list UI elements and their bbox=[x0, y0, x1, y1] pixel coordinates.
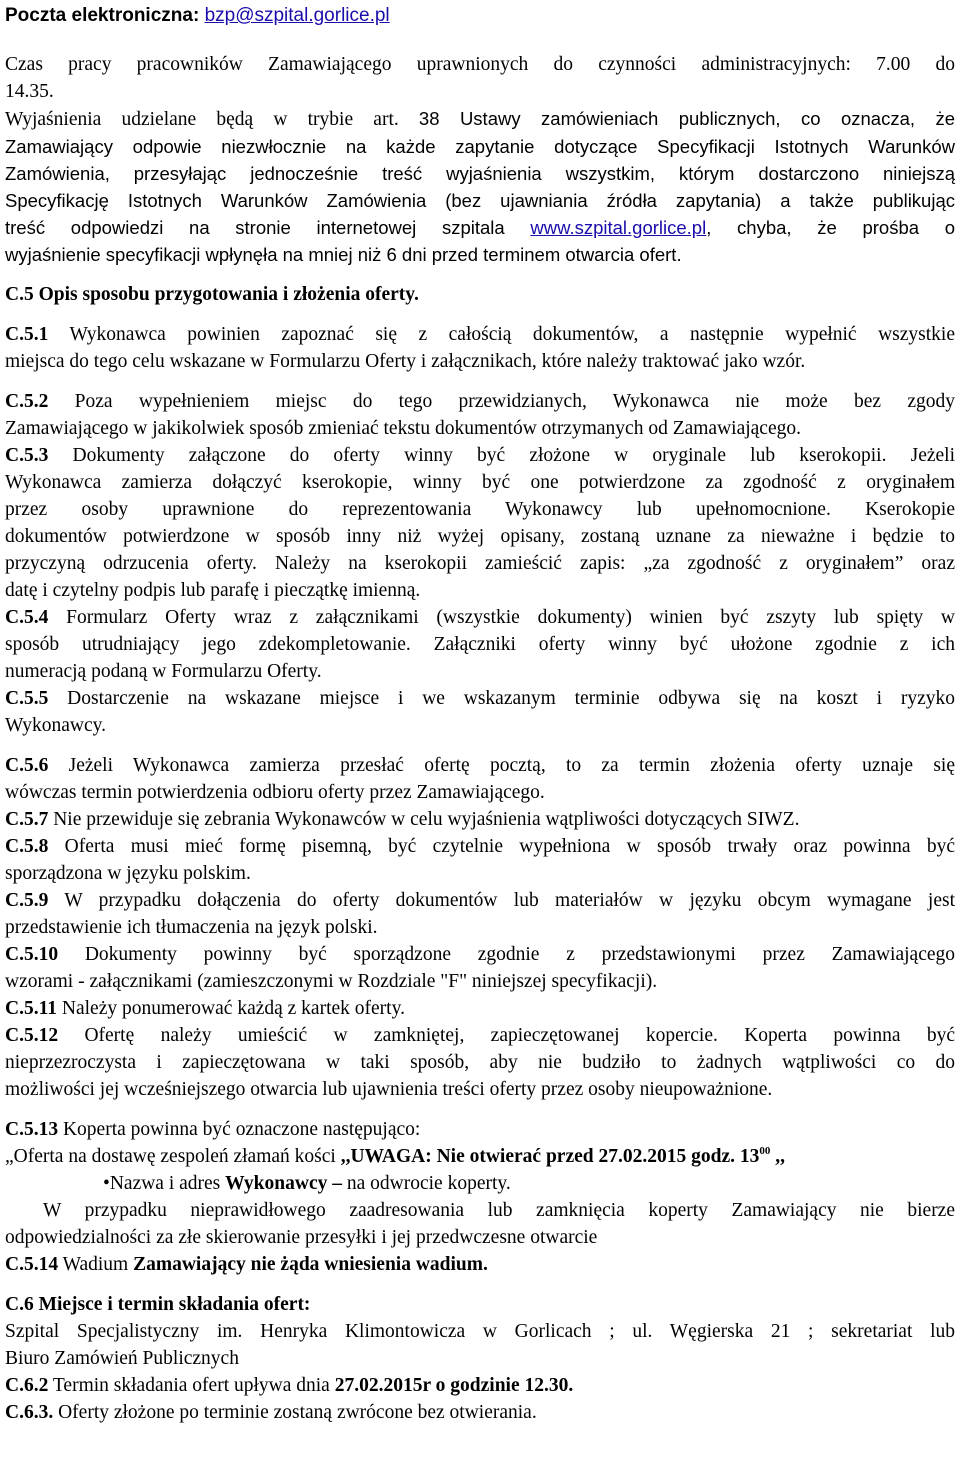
c59-line-1 bbox=[5, 887, 955, 914]
clarif-line-3: Zamówienia, przesyłając jednocześnie treść wyjaśnienia wszystkim, którym dostarczono niniejszą bbox=[5, 163, 955, 184]
bullet-icon: • bbox=[103, 1173, 110, 1194]
email-line bbox=[5, 2, 955, 29]
c55-text: Dostarczenie na wskazane miejsce i we wskazanym terminie odbywa się na koszt i ryzyko bbox=[67, 688, 956, 709]
c54-text: Formularz Oferty wraz z załącznikami (wszystkie dokumenty) winien być zszyty lub spięty w bbox=[66, 607, 955, 628]
email-label: Poczta elektroniczna: bbox=[5, 5, 200, 26]
c513-text: Koperta powinna być oznaczone następująco: bbox=[62, 1119, 421, 1140]
c63-text: Oferty złożone po terminie zostaną zwrócone bez otwierania. bbox=[58, 1402, 537, 1423]
c514-text: Zamawiający nie żąda wniesienia wadium. bbox=[133, 1254, 488, 1275]
c57-line-1 bbox=[5, 806, 955, 833]
document-page bbox=[5, 0, 955, 1426]
c54-line-1 bbox=[5, 604, 955, 631]
hours-start: 7.00 do bbox=[876, 54, 955, 75]
c510-text: Dokumenty powinny być sporządzone zgodnie z przedstawionymi przez Zamawiającego bbox=[84, 944, 956, 965]
clarif-text-c: treść odpowiedzi na stronie internetowej szpitala bbox=[5, 217, 505, 238]
c514-number: C.5.14 bbox=[5, 1254, 59, 1275]
c513-contractor: Wykonawcy – bbox=[225, 1173, 342, 1194]
c513-warning: ,,UWAGA: Nie otwierać przed 27.02.2015 godz. 13 bbox=[340, 1146, 760, 1167]
c63-line bbox=[5, 1399, 955, 1426]
c513-line-2 bbox=[5, 1143, 955, 1170]
c57-text: Nie przewiduje się zebrania Wykonawców w celu wyjaśnienia wątpliwości dotyczących SIWZ. bbox=[53, 809, 800, 830]
c53-line-6: datę i czytelny podpis lub parafę i pieczątkę imienną. bbox=[5, 580, 421, 601]
c53-line-1 bbox=[5, 442, 955, 469]
c55-number: C.5.5 bbox=[5, 688, 49, 709]
c513-line-4 bbox=[5, 1197, 955, 1224]
c52-number: C.5.2 bbox=[5, 391, 49, 412]
c56-line-2: wówczas termin potwierdzenia odbioru oferty przez Zamawiającego. bbox=[5, 782, 545, 803]
c513-note: W przypadku nieprawidłowego zaadresowania lub zamknięcia koperty Zamawiający nie bierze bbox=[43, 1200, 955, 1221]
c513-minutes: 00 bbox=[759, 1145, 771, 1157]
c512-text: Ofertę należy umieścić w zamkniętej, zapieczętowanej kopercie. Koperta powinna być bbox=[84, 1025, 956, 1046]
section-c5-heading bbox=[5, 281, 955, 308]
c513-close-quote: ,, bbox=[770, 1146, 785, 1167]
c55-line-1 bbox=[5, 685, 955, 712]
clarif-text-a: Wyjaśnienia udzielane będą w trybie art. bbox=[5, 109, 399, 130]
c59-line-2: przedstawienie ich tłumaczenia na język polski. bbox=[5, 917, 378, 938]
c56-text: Jeżeli Wykonawca zamierza przesłać ofertę pocztą, to za termin złożenia oferty uznaje się bbox=[68, 755, 955, 776]
clarif-text-b: 38 Ustawy zamówieniach publicznych, co oznacza, że bbox=[418, 108, 955, 129]
c58-line-1 bbox=[5, 833, 955, 860]
email-link[interactable]: bzp@szpital.gorlice.pl bbox=[204, 5, 390, 26]
c513-line-3 bbox=[5, 1170, 955, 1197]
c513-line-1 bbox=[5, 1116, 955, 1143]
c52-text: Poza wypełnieniem miejsc do tego przewidzianych, Wykonawca nie może bez zgody bbox=[74, 391, 956, 412]
clarif-line-5 bbox=[5, 214, 955, 241]
c56-line-1 bbox=[5, 752, 955, 779]
c6-line-1: Szpital Specjalistyczny im. Henryka Klimontowicza w Gorlicach ; ul. Węgierska 21 ; sekretariat lub bbox=[5, 1321, 955, 1342]
c51-number: C.5.1 bbox=[5, 324, 49, 345]
c51-text: Wykonawca powinien zapoznać się z całością dokumentów, a następnie wypełnić wszystkie bbox=[69, 324, 955, 345]
section-c6-title: C.6 Miejsce i termin składania ofert: bbox=[5, 1294, 311, 1315]
c513-name-address: Nazwa i adres bbox=[109, 1173, 221, 1194]
c62-deadline: 27.02.2015r o godzinie 12.30. bbox=[334, 1375, 574, 1396]
c56-number: C.5.6 bbox=[5, 755, 49, 776]
c59-number: C.5.9 bbox=[5, 890, 49, 911]
c510-number: C.5.10 bbox=[5, 944, 59, 965]
c53-line-5: przyczyną odrzucenia oferty. Należy na kserokopii zamieścić zapis: „za zgodność z oryginałem” oraz bbox=[5, 553, 955, 574]
c512-line-3: możliwości jej wcześniejszego otwarcia lub ujawnienia treści oferty przez osoby nieupoważnione. bbox=[5, 1079, 773, 1100]
c54-number: C.5.4 bbox=[5, 607, 49, 628]
c53-number: C.5.3 bbox=[5, 445, 49, 466]
section-c6-heading bbox=[5, 1291, 955, 1318]
c55-line-2: Wykonawcy. bbox=[5, 715, 106, 736]
c57-number: C.5.7 bbox=[5, 809, 49, 830]
clarif-line-4: Specyfikację Istotnych Warunków Zamówienia (bez ujawniania źródła zapytania) a także publikując bbox=[5, 190, 955, 211]
c63-number: C.6.3. bbox=[5, 1402, 54, 1423]
c513-line-5: odpowiedzialności za złe skierowanie przesyłki i jej przedwczesne otwarcie bbox=[5, 1227, 598, 1248]
clarif-text-d: , chyba, że prośba o bbox=[706, 217, 956, 238]
c53-line-2: Wykonawca zamierza dołączyć kserokopie, winny być one potwierdzone za zgodność z oryginałem bbox=[5, 472, 955, 493]
c510-line-2: wzorami - załącznikami (zamieszczonymi w Rozdziale "F" niniejszej specyfikacji). bbox=[5, 971, 658, 992]
c53-text: Dokumenty załączone do oferty winny być złożone w oryginale lub kserokopii. Jeżeli bbox=[72, 445, 956, 466]
c62-number: C.6.2 bbox=[5, 1375, 49, 1396]
c513-offer-label: „Oferta na dostawę zespoleń złamań kości bbox=[5, 1146, 336, 1167]
c54-line-3: numeracją podaną w Formularzu Oferty. bbox=[5, 661, 322, 682]
c51-line-1 bbox=[5, 321, 955, 348]
c54-line-2: sposób utrudniający jego zdekompletowanie. Załączniki oferty winny być ułożone zgodnie z ich bbox=[5, 634, 955, 655]
c58-line-2: sporządzona w języku polskim. bbox=[5, 863, 251, 884]
c53-line-4: dokumentów potwierdzone w sposób inny niż wyżej opisany, zostaną uznane za nieważne i będzie to bbox=[5, 526, 955, 547]
c510-line-1 bbox=[5, 941, 955, 968]
c62-line bbox=[5, 1372, 955, 1399]
c53-line-3: przez osoby uprawnione do reprezentowania Wykonawcy lub upełnomocnione. Kserokopie bbox=[5, 499, 955, 520]
hours-text: Czas pracy pracowników Zamawiającego uprawnionych do czynności administracyjnych: bbox=[5, 54, 851, 75]
c513-reverse: na odwrocie koperty. bbox=[346, 1173, 511, 1194]
c58-text: Oferta musi mieć formę pisemną, być czytelnie wypełniona w sposób trwały oraz powinna być bbox=[64, 836, 956, 857]
hospital-website-link[interactable]: www.szpital.gorlice.pl bbox=[530, 217, 707, 238]
clarif-line-2: Zamawiający odpowie niezwłocznie na każde zapytanie dotyczące Specyfikacji Istotnych Warunków bbox=[5, 136, 955, 157]
c512-line-1 bbox=[5, 1022, 955, 1049]
c6-line-2: Biuro Zamówień Publicznych bbox=[5, 1348, 239, 1369]
hours-line-2: 14.35. bbox=[5, 81, 54, 102]
c514-label: Wadium bbox=[62, 1254, 129, 1275]
hours-line-1 bbox=[5, 51, 955, 78]
section-c5-title: C.5 Opis sposobu przygotowania i złożenia oferty. bbox=[5, 284, 419, 305]
c511-number: C.5.11 bbox=[5, 998, 58, 1019]
c52-line-1 bbox=[5, 388, 955, 415]
c513-number: C.5.13 bbox=[5, 1119, 59, 1140]
c512-line-2: nieprzezroczysta i zapieczętowana w taki sposób, aby nie budziło to żadnych wątpliwości co do bbox=[5, 1052, 955, 1073]
c58-number: C.5.8 bbox=[5, 836, 49, 857]
c511-text: Należy ponumerować każdą z kartek oferty. bbox=[61, 998, 405, 1019]
c52-line-2: Zamawiającego w jakikolwiek sposób zmieniać tekstu dokumentów otrzymanych od Zamawiającego. bbox=[5, 418, 801, 439]
c51-line-2: miejsca do tego celu wskazane w Formularzu Oferty i załącznikach, które należy traktować jako wzór. bbox=[5, 351, 806, 372]
c514-line bbox=[5, 1251, 955, 1278]
clarif-line-1 bbox=[5, 105, 955, 133]
c62-label: Termin składania ofert upływa dnia bbox=[52, 1375, 330, 1396]
c59-text: W przypadku dołączenia do oferty dokumentów lub materiałów w języku obcym wymagane jest bbox=[64, 890, 955, 911]
c512-number: C.5.12 bbox=[5, 1025, 59, 1046]
clarif-line-6: wyjaśnienie specyfikacji wpłynęła na mniej niż 6 dni przed terminem otwarcia ofert. bbox=[5, 244, 682, 265]
c511-line-1 bbox=[5, 995, 955, 1022]
